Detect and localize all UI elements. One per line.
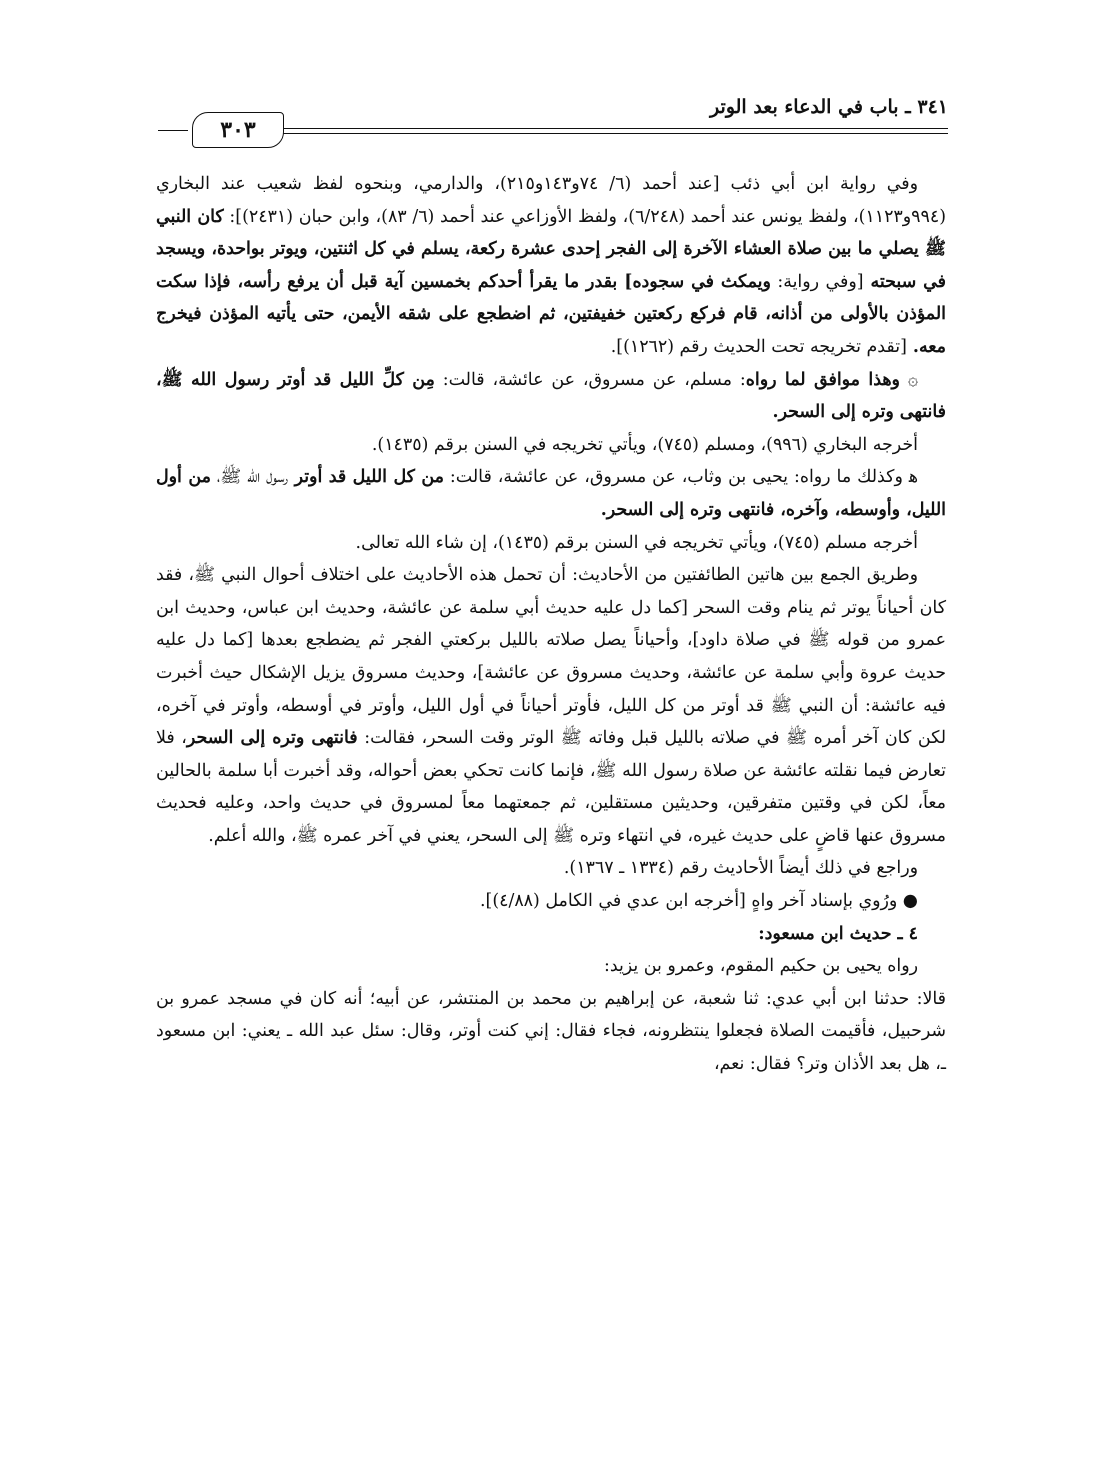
paragraph xyxy=(156,559,946,852)
bold-text-run: فانتهى وتره إلى السحر xyxy=(186,728,358,749)
body-text xyxy=(156,168,946,1081)
paragraph xyxy=(156,429,946,462)
page-header xyxy=(158,96,948,146)
paragraph xyxy=(156,852,946,885)
bold-text-run: من كل الليل قد أوتر xyxy=(288,467,444,488)
paragraph xyxy=(156,918,946,951)
header-rule-left xyxy=(158,130,188,131)
header-rule-upper xyxy=(283,128,948,129)
text-run: ﻫ وكذلك ما رواه: يحيى بن وثاب، عن مسروق، عن عائشة، قالت: xyxy=(443,467,918,488)
bold-text-run: كان النبي ﷺ يصلي ما بين صلاة العشاء الآخرة إلى الفجر إحدى عشرة ركعة، يسلم في كل اثنتين، ويوتر بواحدة، ويسجد في سبحته xyxy=(156,206,946,292)
text-run: ، فلا تعارض فيما نقلته عائشة عن صلاة رسول الله ﷺ، فإنما كانت تحكي بعض أحواله، وقد أخبرت أبا سلمة بالحالين معاً، لكن في وقتين متفرقين، وحديثين مستقلين، ثم جمعتهما معاً لمسروق في حديث واحد، وعليه فحديث مسروق عنها قاضٍ على حديث غيره، في انتهاء وتره ﷺ إلى السحر، يعني في آخر عمره ﷺ، والله أعلم. xyxy=(156,728,946,846)
text-run: ● ورُوي بإسناد آخر واهٍ [أخرجه ابن عدي في الكامل (٤/٨٨)]. xyxy=(480,891,918,912)
bold-text-run: وهذا موافق لما رواه xyxy=(745,369,900,390)
text-run: وراجع في ذلك أيضاً الأحاديث رقم (١٣٣٤ ـ ١٣٦٧). xyxy=(563,858,918,879)
text-run: [وفي رواية: xyxy=(770,271,864,292)
page-number: ٣٠٣ xyxy=(192,112,284,148)
bold-text-run: ٤ ـ حديث ابن مسعود: xyxy=(758,923,918,944)
paragraph xyxy=(156,527,946,560)
paragraph xyxy=(156,983,946,1081)
paragraph xyxy=(156,461,946,526)
text-run: [تقدم تخريجه تحت الحديث رقم (١٢٦٢)]. xyxy=(610,336,907,357)
text-run: أخرجه مسلم (٧٤٥)، ويأتي تخريجه في السنن برقم (١٤٣٥)، إن شاء الله تعالى. xyxy=(355,532,918,553)
text-run: وفي رواية ابن أبي ذئب [عند أحمد (٦/ ٧٤و١٤٣و٢١٥)، والدارمي، وبنحوه لفظ شعيب عند البخاري (٩٩٤و١١٢٣)، ولفظ يونس عند أحمد (٦/٢٤٨)، ولفظ الأوزاعي عند أحمد (٦/ ٨٣)، وابن حبان (٢٤٣١)]: xyxy=(156,174,946,227)
text-run: ۞ xyxy=(899,369,919,390)
text-run: وطريق الجمع بين هاتين الطائفتين من الأحاديث: أن تحمل هذه الأحاديث على اختلاف أحوال النبي ﷺ، فقد كان أحياناً يوتر ثم ينام وقت السحر [كما دل عليه حديث أبي سلمة عن عائشة، وحديث ابن عباس، وحديث ابن عمرو من قوله ﷺ في صلاة داود]، وأحياناً يصل صلاته بالليل بركعتي الفجر ثم يضطجع بعدها [كما دل عليه حديث عروة وأبي سلمة عن عائشة، وحديث مسروق عن عائشة]، وحديث مسروق يزيل الإشكال حيث أخبرت فيه عائشة: أن النبي ﷺ قد أوتر من كل الليل، فأوتر أحياناً في أول الليل، وأوتر في أوسطه، وأوتر في آخره، لكن كان آخر أمره ﷺ في صلاته بالليل قبل وفاته ﷺ الوتر وقت السحر، فقالت: xyxy=(156,565,946,749)
paragraph xyxy=(156,885,946,918)
chapter-title: ٣٤١ ـ باب في الدعاء بعد الوتر xyxy=(710,96,948,118)
bold-text-run: مِن كلِّ الليل قد أوتر رسول الله ﷺ، فانتهى وتره إلى السحر. xyxy=(156,369,946,423)
bold-text-run: ويمكث في سجوده] بقدر ما يقرأ أحدكم بخمسين آية قبل أن يرفع رأسه، فإذا سكت المؤذن بالأولى من أذانه، قام فركع ركعتين خفيفتين، ثم اضطجع على شقه الأيمن، حتى يأتيه المؤذن فيخرج معه. xyxy=(156,271,946,357)
bold-text-run: من أول الليل، وأوسطه، وآخره، فانتهى وتره إلى السحر. xyxy=(156,467,946,520)
paragraph xyxy=(156,364,946,429)
text-run: رواه يحيى بن حكيم المقوم، وعمرو بن يزيد: xyxy=(603,956,918,977)
paragraph xyxy=(156,168,946,364)
paragraph xyxy=(156,950,946,983)
header-rule-lower xyxy=(283,133,948,134)
text-run: قالا: حدثنا ابن أبي عدي: ثنا شعبة، عن إبراهيم بن محمد بن المنتشر، عن أبيه؛ أنه كان في مسجد عمرو بن شرحبيل، فأقيمت الصلاة فجعلوا ينتظرونه، فجاء فقال: إني كنت أوتر، وقال: سئل عبد الله ـ يعني: ابن مسعود ـ، هل بعد الأذان وتر؟ فقال: نعم، xyxy=(156,988,946,1075)
text-run: أخرجه البخاري (٩٩٦)، ومسلم (٧٤٥)، ويأتي تخريجه في السنن برقم (١٤٣٥). xyxy=(371,434,918,455)
text-run: : مسلم، عن مسروق، عن عائشة، قالت: xyxy=(434,369,746,390)
text-run: رسول الله ﷺ، xyxy=(210,467,289,488)
